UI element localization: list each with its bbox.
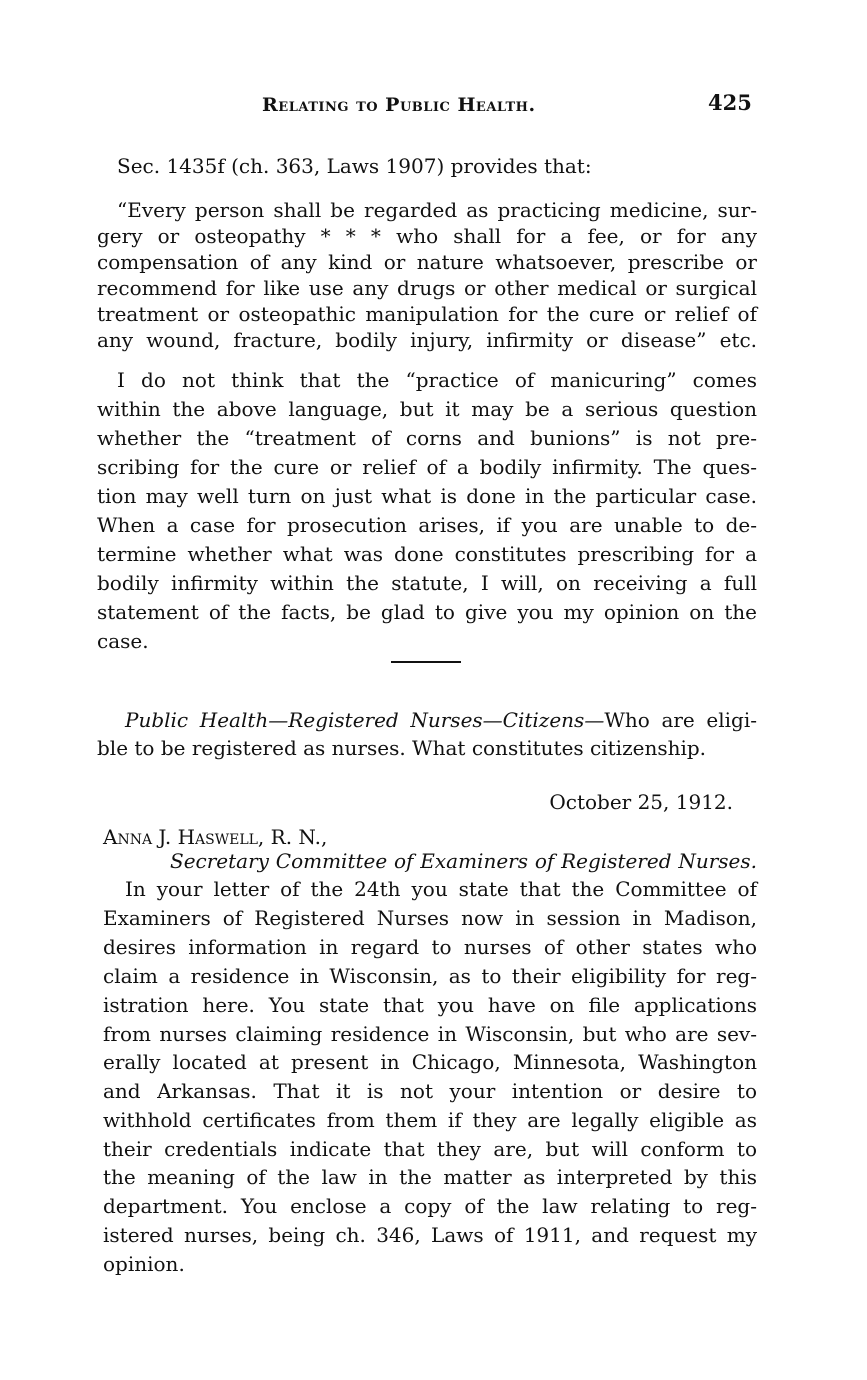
opinion-line: within the above language, but it may be a serious question: [97, 397, 757, 421]
quote-line: any wound, fracture, bodily injury, infirmity or disease” etc.: [97, 328, 757, 352]
letter-date: October 25, 1912.: [549, 790, 733, 814]
opinion-line: When a case for prosecution arises, if you are unable to de-: [97, 513, 757, 537]
opinion-line: tion may well turn on just what is done in the particular case.: [97, 484, 757, 508]
letter-line: from nurses claiming residence in Wisconsin, but who are sev-: [103, 1022, 757, 1046]
letter-line: desires information in regard to nurses of other states who: [103, 935, 757, 959]
letter-line: Examiners of Registered Nurses now in session in Madison,: [103, 906, 757, 930]
running-header: Relating to Public Health.: [262, 94, 536, 116]
letter-line: opinion.: [103, 1252, 185, 1276]
letter-line: department. You enclose a copy of the law relating to reg-: [103, 1194, 757, 1218]
letter-line: In your letter of the 24th you state that the Committee of: [125, 877, 757, 901]
section-intro: Sec. 1435f (ch. 363, Laws 1907) provides that:: [117, 154, 592, 178]
addressee-title: Secretary Committee of Examiners of Registered Nurses.: [170, 849, 757, 873]
headnote-text: Who are eligi-: [604, 708, 757, 732]
letter-line: and Arkansas. That it is not your intention or desire to: [103, 1079, 757, 1103]
quote-line: treatment or osteopathic manipulation for the cure or relief of: [97, 302, 757, 326]
page-number: 425: [708, 90, 752, 115]
headnote-line: ble to be registered as nurses. What constitutes citizenship.: [97, 736, 707, 760]
addressee-name: Anna J. Haswell, R. N.,: [103, 825, 328, 849]
letter-line: their credentials indicate that they are, but will conform to: [103, 1137, 757, 1161]
letter-line: the meaning of the law in the matter as interpreted by this: [103, 1165, 757, 1189]
opinion-line: statement of the facts, be glad to give you my opinion on the: [97, 600, 757, 624]
opinion-line: I do not think that the “practice of manicuring” comes: [117, 368, 757, 392]
quote-line: recommend for like use any drugs or other medical or surgical: [97, 276, 757, 300]
quote-line: gery or osteopathy * * * who shall for a fee, or for any: [97, 224, 757, 248]
opinion-line: bodily infirmity within the statute, I will, on receiving a full: [97, 571, 757, 595]
opinion-line: case.: [97, 629, 149, 653]
headnote-line: [125, 706, 757, 734]
opinion-line: scribing for the cure or relief of a bodily infirmity. The ques-: [97, 455, 757, 479]
opinion-line: termine whether what was done constitutes prescribing for a: [97, 542, 757, 566]
letter-line: erally located at present in Chicago, Minnesota, Washington: [103, 1050, 757, 1074]
letter-line: istered nurses, being ch. 346, Laws of 1911, and request my: [103, 1223, 757, 1247]
quote-line: “Every person shall be regarded as practicing medicine, sur-: [117, 198, 757, 222]
letter-line: istration here. You state that you have on file applications: [103, 993, 757, 1017]
opinion-line: whether the “treatment of corns and bunions” is not pre-: [97, 426, 757, 450]
section-divider: [391, 661, 461, 663]
headnote-subject: Public Health—Registered Nurses—Citizens—: [125, 708, 605, 732]
letter-line: claim a residence in Wisconsin, as to their eligibility for reg-: [103, 964, 757, 988]
quote-line: compensation of any kind or nature whatsoever, prescribe or: [97, 250, 757, 274]
letter-line: withhold certificates from them if they are legally eligible as: [103, 1108, 757, 1132]
